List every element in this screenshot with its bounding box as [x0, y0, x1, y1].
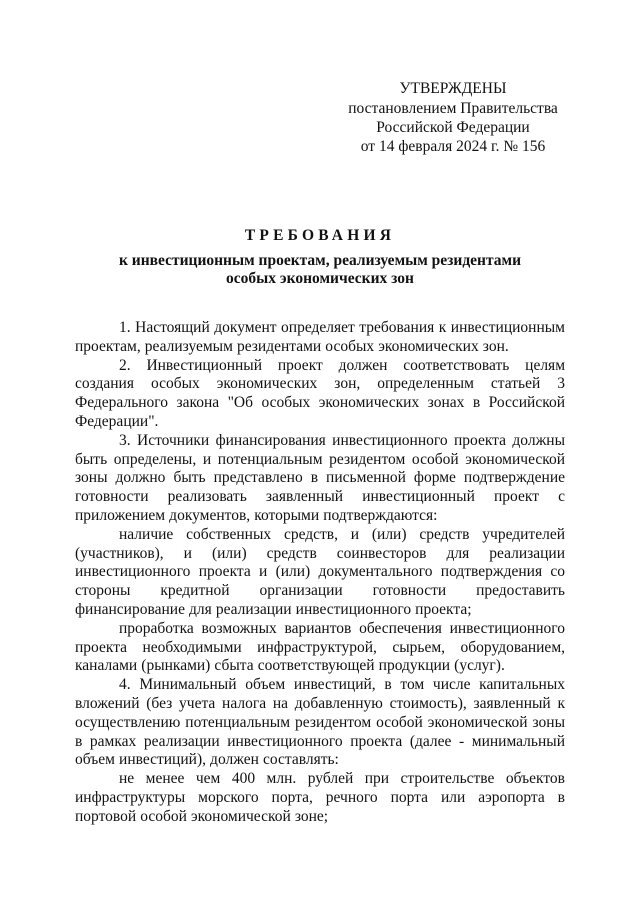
- paragraph-4: 4. Минимальный объем инвестиций, в том числе капитальных вложений (без учета налога на добавленную стоимость), заявленный к осуществлению потенциальным резидентом особой экономической зоны в рамках реализации инвестиционного проекта (далее - минимальный объем инвестиций), должен составлять:: [75, 676, 565, 769]
- subtitle-line: к инвестиционным проектам, реализуемым резидентами: [118, 252, 522, 269]
- approval-block: [318, 79, 588, 156]
- paragraph-2: 2. Инвестиционный проект должен соответствовать целям создания особых экономических зон, определенным статьей 3 Федерального закона "Об особых экономических зонах в Российской Федерации".: [75, 356, 565, 430]
- document-title: ТРЕБОВАНИЯ: [244, 227, 396, 244]
- paragraph-3-item-1: наличие собственных средств, и (или) средств учредителей (участников), и (или) средств соинвесторов для реализации инвестиционного проекта и (или) документального подтверждения со стороны кредитной организации готовности предоставить финансирование для реализации инвестиционного проекта;: [75, 525, 565, 618]
- paragraph-4-item-1: не менее чем 400 млн. рублей при строительстве объектов инфраструктуры морского порта, речного порта или аэропорта в портовой особой экономической зоне;: [75, 770, 565, 825]
- paragraph-1: 1. Настоящий документ определяет требования к инвестиционным проектам, реализуемым резидентами особых экономических зон.: [75, 319, 565, 355]
- document-subtitle: [60, 252, 580, 288]
- subtitle-line: особых экономических зон: [226, 270, 414, 287]
- approval-heading: УТВЕРЖДЕНЫ: [399, 80, 507, 97]
- approval-line: постановлением Правительства: [348, 100, 558, 117]
- approval-date-line: от 14 февраля 2024 г. № 156: [360, 138, 546, 155]
- document-title-block: [60, 226, 580, 288]
- paragraph-3-item-2: проработка возможных вариантов обеспечения инвестиционного проекта необходимыми инфраструктурой, сырьем, оборудованием, каналами (рынками) сбыта соответствующей продукции (услуг).: [75, 619, 565, 675]
- document-body: [75, 319, 565, 827]
- paragraph-3: 3. Источники финансирования инвестиционного проекта должны быть определены, и потенциальным резидентом особой экономической зоны должно быть представлено в письменной форме подтверждение готовности реализовать заявленный инвестиционный проект с приложением документов, которыми подтверждаются:: [75, 431, 565, 524]
- approval-line: Российской Федерации: [376, 119, 530, 136]
